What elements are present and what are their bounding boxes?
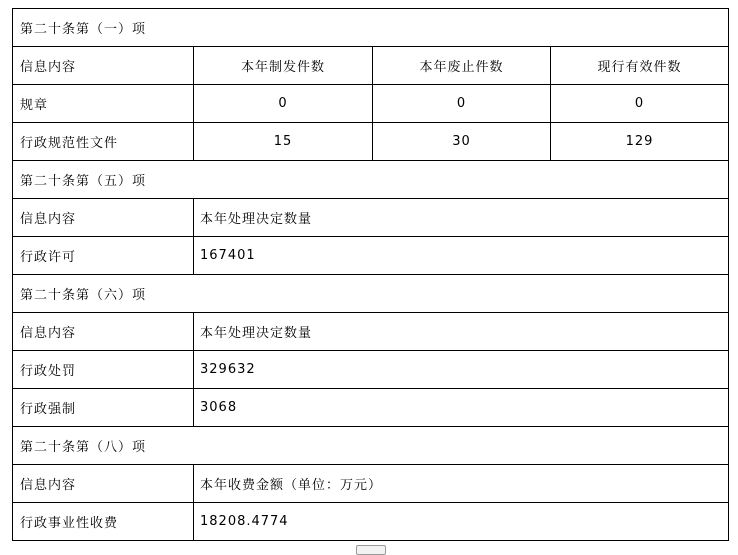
- table-cell: 30: [373, 123, 551, 161]
- disclosure-table: [12, 8, 729, 541]
- column-header: 本年处理决定数量: [194, 199, 729, 237]
- table-cell: 167401: [194, 237, 729, 275]
- scroll-handle[interactable]: [356, 545, 386, 555]
- table-row: [13, 389, 729, 427]
- table-cell: 0: [551, 85, 729, 123]
- row-label: 规章: [13, 85, 194, 123]
- table-cell: 0: [194, 85, 373, 123]
- row-label: 行政许可: [13, 237, 194, 275]
- section-heading-row: [13, 9, 729, 47]
- section-heading-row: [13, 161, 729, 199]
- table-cell: 3068: [194, 389, 729, 427]
- table-row: [13, 237, 729, 275]
- section-heading: 第二十条第（六）项: [13, 275, 729, 313]
- table-row: [13, 85, 729, 123]
- column-header-row: [13, 199, 729, 237]
- table-cell: 0: [373, 85, 551, 123]
- column-header-row: [13, 47, 729, 85]
- section-heading-row: [13, 275, 729, 313]
- column-header: 本年处理决定数量: [194, 313, 729, 351]
- section-heading: 第二十条第（一）项: [13, 9, 729, 47]
- column-header-row: [13, 465, 729, 503]
- section-heading: 第二十条第（八）项: [13, 427, 729, 465]
- column-header: 信息内容: [13, 313, 194, 351]
- row-label: 行政强制: [13, 389, 194, 427]
- table-cell: 18208.4774: [194, 503, 729, 541]
- column-header-row: [13, 313, 729, 351]
- column-header: 信息内容: [13, 47, 194, 85]
- row-label: 行政事业性收费: [13, 503, 194, 541]
- column-header: 本年制发件数: [194, 47, 373, 85]
- section-heading: 第二十条第（五）项: [13, 161, 729, 199]
- table-cell: 129: [551, 123, 729, 161]
- table-cell: 15: [194, 123, 373, 161]
- column-header: 信息内容: [13, 465, 194, 503]
- column-header: 本年废止件数: [373, 47, 551, 85]
- table-cell: 329632: [194, 351, 729, 389]
- column-header: 现行有效件数: [551, 47, 729, 85]
- row-label: 行政处罚: [13, 351, 194, 389]
- table-row: [13, 503, 729, 541]
- table-row: [13, 351, 729, 389]
- row-label: 行政规范性文件: [13, 123, 194, 161]
- table-row: [13, 123, 729, 161]
- column-header: 信息内容: [13, 199, 194, 237]
- section-heading-row: [13, 427, 729, 465]
- column-header: 本年收费金额（单位：万元）: [194, 465, 729, 503]
